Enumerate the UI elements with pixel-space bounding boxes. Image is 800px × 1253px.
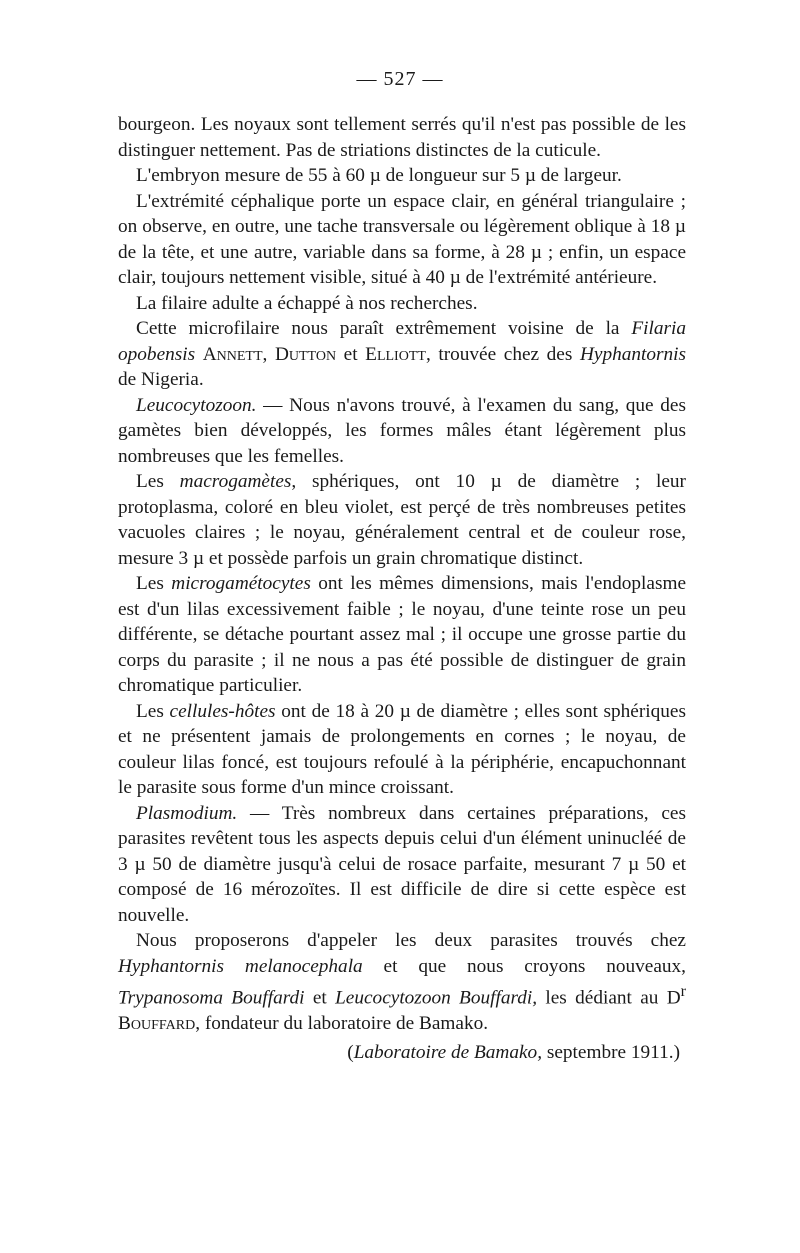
paragraph-10 bbox=[118, 801, 686, 929]
author-name: Dutton bbox=[274, 343, 337, 365]
section-heading: Plasmodium. bbox=[136, 802, 238, 824]
text-run: , sphériques, ont 10 µ de diamètre ; leur protoplasma, coloré en bleu violet, est perçé de très nombreuses petites vacuoles claires ; le noyau, généralement central et de couleur rose, mesure 3 µ et possède parfois un grain chromatique distinct. bbox=[118, 471, 686, 569]
genus-name: Hyphantornis bbox=[579, 343, 687, 365]
species-name: Hyphantornis melanocephala bbox=[118, 955, 363, 977]
text-run bbox=[195, 344, 203, 365]
text-run: ont les mêmes dimensions, mais l'endoplasme est d'un lilas excessivement faible ; le noyau, d'une teinte rose un peu différente, se détache pourtant assez mal ; il occupe une grosse partie du corps du parasite ; il ne nous a pas été possible de distinguer de grain chromatique particulier. bbox=[118, 573, 686, 696]
text-run: Nous proposerons d'appeler les deux parasites trouvés chez bbox=[136, 930, 686, 951]
paragraph-2: L'embryon mesure de 55 à 60 µ de longueur sur 5 µ de largeur. bbox=[136, 165, 622, 186]
term: microgamétocytes bbox=[171, 573, 311, 594]
author-name: Annett bbox=[202, 343, 263, 365]
paragraph-8 bbox=[118, 571, 686, 699]
text-run: , bbox=[262, 343, 275, 365]
superscript: r bbox=[680, 983, 687, 1000]
paragraph-4: La filaire adulte a échappé à nos recherches. bbox=[136, 292, 478, 314]
paragraph-9 bbox=[118, 699, 686, 801]
signature-line bbox=[118, 1040, 686, 1066]
page-number: — 527 — bbox=[356, 68, 444, 90]
paragraph-7 bbox=[118, 469, 686, 571]
text-run: ( bbox=[347, 1042, 354, 1064]
author-name: Elliott bbox=[365, 343, 426, 365]
text-run: — Nous n'avons trouvé, à l'examen du sang, que des gamètes bien développés, les formes mâles étant légèrement plus nombreuses que les femelles. bbox=[118, 394, 686, 467]
paragraph-6 bbox=[118, 393, 686, 470]
lab-name: Laboratoire de Bamako, bbox=[353, 1042, 543, 1064]
text-run: et que nous croyons nouveaux, bbox=[362, 955, 686, 977]
species-name: Trypanosoma Bouffardi bbox=[118, 987, 305, 1009]
text-run: ont de 18 à 20 µ de diamètre ; elles sont sphériques et ne présentent jamais de prolongements en cornes ; le noyau, de couleur lilas foncé, est toujours refoulé à la périphérie, encapuchonnant le parasite sous forme d'un mince croissant. bbox=[118, 700, 686, 798]
species-name: Filaria opobensis bbox=[118, 318, 686, 365]
text-run: Les bbox=[136, 471, 180, 492]
date: septembre 1911.) bbox=[542, 1042, 680, 1064]
term: cellules-hôtes bbox=[169, 700, 276, 722]
paragraph-3: L'extrémité céphalique porte un espace clair, en général triangulaire ; on observe, en outre, une tache transversale ou légèrement oblique à 18 µ de la tête, et une autre, variable dans sa forme, à 28 µ ; enfin, un espace clair, toujours nettement visible, situé à 40 µ de l'extrémité antérieure. bbox=[118, 190, 686, 288]
text-run: Les bbox=[136, 573, 172, 594]
text-run: , fondateur du laboratoire de Bamako. bbox=[195, 1012, 489, 1034]
person-name: Bouffard bbox=[118, 1012, 196, 1034]
paragraph-5 bbox=[118, 316, 686, 393]
text-run: , trouvée chez des bbox=[425, 343, 580, 365]
section-heading: Leucocytozoon. bbox=[136, 394, 257, 416]
paragraph-1: bourgeon. Les noyaux sont tellement serrés qu'il n'est pas possible de les distinguer nettement. Pas de striations distinctes de la cuticule. bbox=[118, 114, 686, 161]
term: macrogamètes bbox=[179, 471, 292, 492]
text-run: et bbox=[336, 343, 366, 365]
text-run: Cette microfilaire nous paraît extrêmement voisine de la bbox=[136, 318, 632, 339]
text-run: les dédiant au D bbox=[537, 987, 681, 1009]
paragraph-11 bbox=[118, 928, 686, 1036]
species-name: Leucocytozoon Bouffardi, bbox=[335, 987, 538, 1009]
text-run: et bbox=[304, 987, 336, 1009]
body-text bbox=[118, 112, 686, 1066]
text-run: — Très nombreux dans certaines préparations, ces parasites revêtent tous les aspects depuis celui d'un élément uninucléé de 3 µ 50 de diamètre jusqu'à celui de rosace parfaite, mesurant 7 µ 50 et composé de 16 mérozoïtes. Il est difficile de dire si cette espèce est nouvelle. bbox=[118, 802, 686, 926]
text-run: de Nigeria. bbox=[118, 369, 204, 390]
text-run: Les bbox=[136, 700, 170, 722]
